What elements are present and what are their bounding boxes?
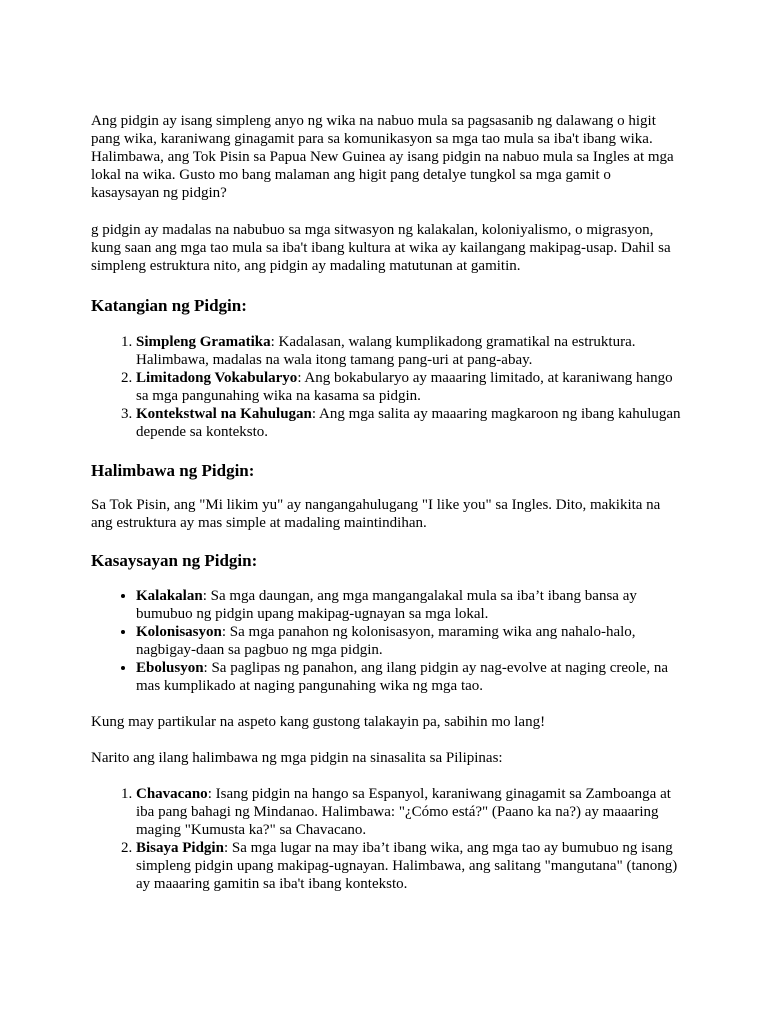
- kasaysayan-list: [91, 587, 681, 695]
- list-item-text: : Sa paglipas ng panahon, ang ilang pidgin ay nag-evolve at naging creole, na mas kumplikado at naging pangunahing wika ng mga tao.: [136, 660, 668, 694]
- list-item: [136, 405, 681, 441]
- document-page: [91, 112, 681, 893]
- list-item: [136, 785, 681, 839]
- heading-katangian: Katangian ng Pidgin:: [91, 296, 247, 315]
- list-item-term: Bisaya Pidgin: [136, 840, 224, 856]
- list-item-text: : Kadalasan, walang kumplikadong gramatikal na estruktura. Halimbawa, madalas na wala itong tamang pang-uri at pang-abay.: [136, 334, 636, 368]
- list-item-text: : Isang pidgin na hango sa Espanyol, karaniwang ginagamit sa Zamboanga at iba pang bahagi ng Mindanao. Halimbawa: "¿Cómo está?" (Paano ka na?) ay maaaring maging "Kumusta ka?" sa Chavacano.: [136, 786, 671, 838]
- list-item: [136, 623, 681, 659]
- closing-paragraph: Kung may partikular na aspeto kang gustong talakayin pa, sabihin mo lang!: [91, 714, 546, 730]
- narito-paragraph: Narito ang ilang halimbawa ng mga pidgin na sinasalita sa Pilipinas:: [91, 750, 503, 766]
- narito-list: [91, 785, 681, 893]
- list-item-text: : Ang bokabularyo ay maaaring limitado, at karaniwang hango sa mga pangunahing wika na kasama sa pidgin.: [136, 370, 673, 404]
- list-item-term: Kalakalan: [136, 588, 203, 604]
- heading-kasaysayan: Kasaysayan ng Pidgin:: [91, 551, 258, 570]
- list-item-term: Limitadong Vokabularyo: [136, 370, 298, 386]
- halimbawa-paragraph: Sa Tok Pisin, ang "Mi likim yu" ay nangangahulugang "I like you" sa Ingles. Dito, makikita na ang estruktura ay mas simple at madaling maintindihan.: [91, 497, 661, 531]
- list-item-term: Simpleng Gramatika: [136, 334, 271, 350]
- list-item: [136, 369, 681, 405]
- list-item: [136, 587, 681, 623]
- heading-halimbawa: Halimbawa ng Pidgin:: [91, 461, 255, 480]
- list-item-text: : Sa mga lugar na may iba’t ibang wika, ang mga tao ay bumubuo ng isang simpleng pidgin upang makipag-ugnayan. Halimbawa, ang salitang "mangutana" (tanong) ay maaaring gamitin sa iba't ibang konteksto.: [136, 840, 678, 892]
- list-item-term: Ebolusyon: [136, 660, 204, 676]
- list-item-text: : Ang mga salita ay maaaring magkaroon ng ibang kahulugan depende sa konteksto.: [136, 406, 681, 440]
- list-item-text: : Sa mga panahon ng kolonisasyon, maraming wika ang nahalo-halo, nagbigay-daan sa pagbuo ng mga pidgin.: [136, 624, 636, 658]
- list-item-term: Chavacano: [136, 786, 208, 802]
- katangian-list: [91, 333, 681, 441]
- list-item: [136, 659, 681, 695]
- list-item-term: Kontekstwal na Kahulugan: [136, 406, 312, 422]
- list-item-term: Kolonisasyon: [136, 624, 222, 640]
- list-item: [136, 333, 681, 369]
- list-item: [136, 839, 681, 893]
- context-paragraph: g pidgin ay madalas na nabubuo sa mga sitwasyon ng kalakalan, koloniyalismo, o migrasyon, kung saan ang mga tao mula sa iba't ibang kultura at wika ay kailangang makipag-usap. Dahil sa simpleng estruktura nito, ang pidgin ay madaling matutunan at gamitin.: [91, 222, 671, 274]
- intro-paragraph: Ang pidgin ay isang simpleng anyo ng wika na nabuo mula sa pagsasanib ng dalawang o higit pang wika, karaniwang ginagamit para sa komunikasyon sa mga tao mula sa iba't ibang wika. Halimbawa, ang Tok Pisin sa Papua New Guinea ay isang pidgin na nabuo mula sa Ingles at mga lokal na wika. Gusto mo bang malaman ang higit pang detalye tungkol sa mga gamit o kasaysayan ng pidgin?: [91, 113, 674, 201]
- list-item-text: : Sa mga daungan, ang mga mangangalakal mula sa iba’t ibang bansa ay bumubuo ng pidgin upang makipag-ugnayan sa mga lokal.: [136, 588, 637, 622]
